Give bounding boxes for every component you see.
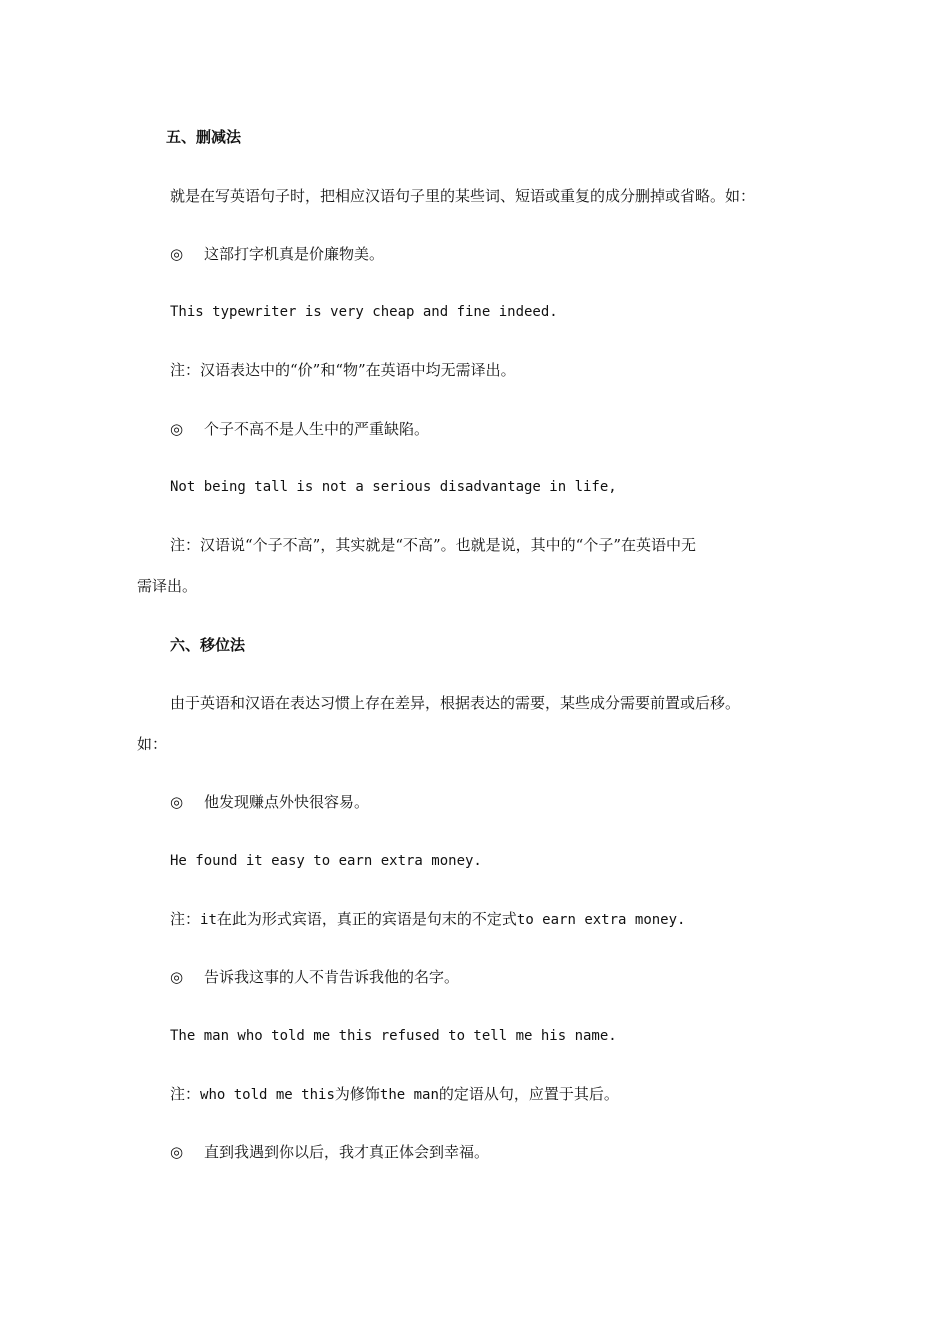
- example-3-note: [170, 909, 820, 930]
- example-2-chinese: [170, 419, 820, 439]
- example-3-chinese-text: 他发现赚点外快很容易。: [204, 793, 370, 811]
- example-3-chinese: [170, 792, 820, 812]
- section-5-intro: 就是在写英语句子时，把相应汉语句子里的某些词、短语或重复的成分删掉或省略。如：: [170, 187, 756, 205]
- example-4-chinese: [170, 967, 820, 987]
- note-suffix: 的定语从句，应置于其后。: [438, 1085, 619, 1103]
- example-4-english: The man who told me this refused to tell me his name.: [170, 1028, 617, 1044]
- section-6-heading: 六、移位法: [170, 636, 246, 654]
- section-5-heading: 五、删减法: [166, 128, 242, 146]
- example-5-chinese: [170, 1142, 820, 1162]
- note-middle: 为修饰: [334, 1085, 380, 1103]
- example-4-note: [170, 1084, 820, 1105]
- section-6-intro-line-1: 由于英语和汉语在表达习惯上存在差异，根据表达的需要，某些成分需要前置或后移。: [170, 694, 741, 712]
- bullet-mark: ◎: [170, 793, 184, 811]
- bullet-mark: ◎: [170, 245, 184, 263]
- note-english-1: it: [200, 912, 217, 928]
- example-1-chinese-text: 这部打字机真是价廉物美。: [204, 245, 385, 263]
- example-5-chinese-text: 直到我遇到你以后，我才真正体会到幸福。: [204, 1143, 490, 1161]
- example-2-chinese-text: 个子不高不是人生中的严重缺陷。: [204, 420, 430, 438]
- note-english-2: to earn extra money.: [516, 912, 686, 928]
- example-3-english: He found it easy to earn extra money.: [170, 853, 482, 869]
- example-1-english: This typewriter is very cheap and fine indeed.: [170, 304, 558, 320]
- bullet-mark: ◎: [170, 968, 184, 986]
- bullet-mark: ◎: [170, 420, 184, 438]
- section-6-intro-line-2: 如：: [137, 735, 168, 753]
- note-english-1: who told me this: [200, 1087, 335, 1103]
- note-middle: 在此为形式宾语，真正的宾语是句末的不定式: [216, 910, 517, 928]
- example-2-note-line-1: 注：汉语说“个子不高”，其实就是“不高”。也就是说，其中的“个子”在英语中无: [170, 536, 697, 554]
- example-2-english: Not being tall is not a serious disadvantage in life,: [170, 479, 617, 495]
- note-label: 注：: [170, 910, 201, 928]
- example-1-chinese: [170, 244, 820, 264]
- example-1-note: 注：汉语表达中的“价”和“物”在英语中均无需译出。: [170, 361, 516, 379]
- note-label: 注：: [170, 1085, 201, 1103]
- example-2-note-line-2: 需译出。: [137, 577, 198, 595]
- note-english-2: the man: [379, 1087, 439, 1103]
- bullet-mark: ◎: [170, 1143, 184, 1161]
- example-4-chinese-text: 告诉我这事的人不肯告诉我他的名字。: [204, 968, 460, 986]
